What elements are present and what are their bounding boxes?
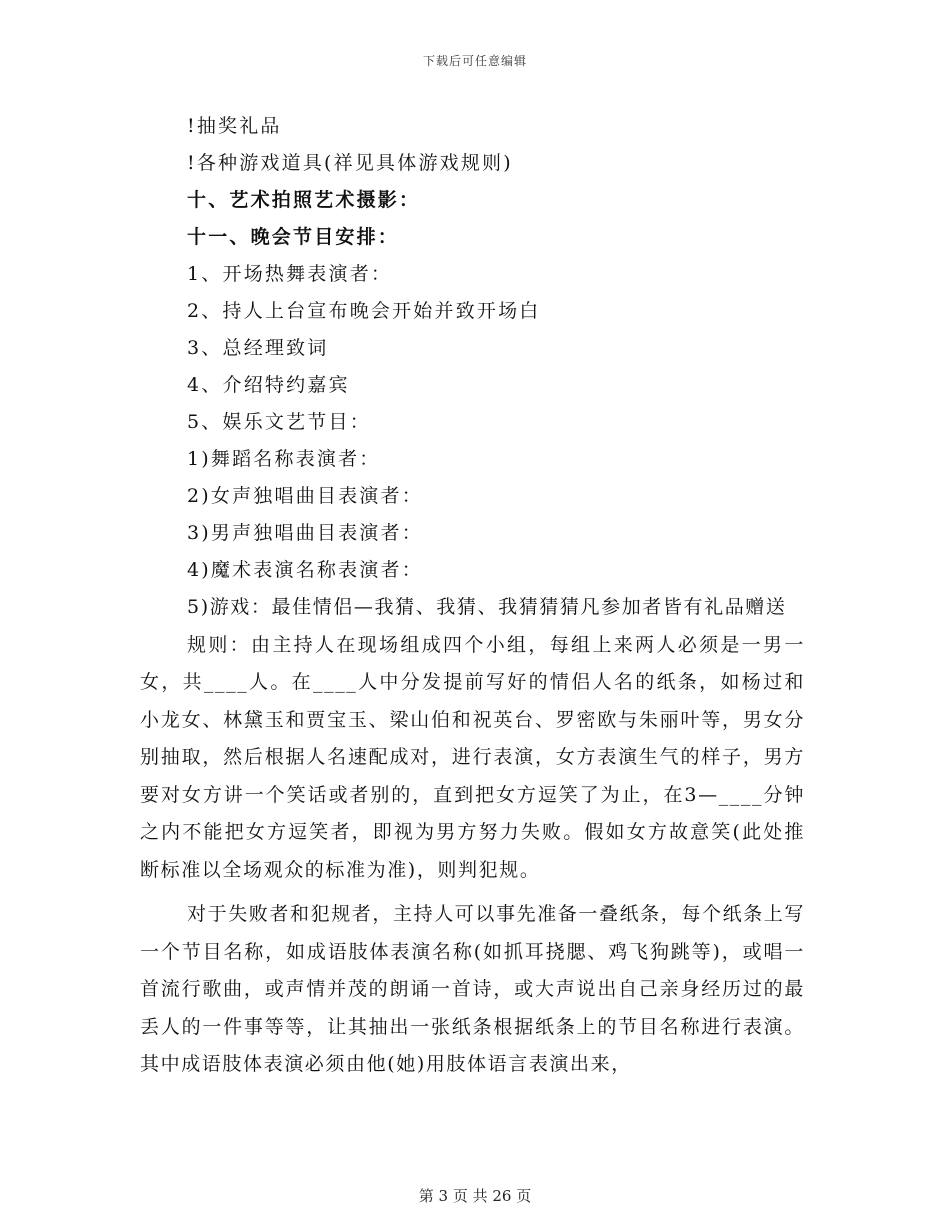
program-item-3: 3、总经理致词 [187,337,329,359]
section-heading-program: 十一、晚会节目安排： [187,226,400,248]
list-line-prize: !抽奖礼品 [187,115,282,137]
section-heading-photography: 十、艺术拍照艺术摄影： [187,189,421,211]
sub-item-3: 3)男声独唱曲目表演者： [187,522,423,544]
sub-item-1: 1)舞蹈名称表演者： [187,448,381,470]
sub-item-2: 2)女声独唱曲目表演者： [187,485,423,507]
program-item-4: 4、介绍特约嘉宾 [187,374,350,396]
sub-item-4: 4)魔术表演名称表演者： [187,559,423,581]
program-item-2: 2、持人上台宣布晚会开始并致开场白 [187,300,541,322]
paragraph-rules: 规则：由主持人在现场组成四个小组，每组上来两人必须是一男一女，共____人。在____人中分发提前写好的情侣人名的纸条，如杨过和小龙女、林黛玉和贾宝玉、梁山伯和祝英台、罗密欧与朱丽叶等，男女分别抽取，然后根据人名速配成对，进行表演，女方表演生气的样子，男方要对女方讲一个笑话或者别的，直到把女方逗笑了为止，在3—____分钟之内不能把女方逗笑者，即视为男方努力失败。假如女方故意笑(此处推断标准以全场观众的标准为准)，则判犯规。 [140,633,805,881]
program-item-1: 1、开场热舞表演者： [187,263,393,285]
document-body [140,108,805,1084]
page-header: 下载后可任意编辑 [422,54,527,68]
program-item-5: 5、娱乐文艺节目： [187,411,371,433]
page-number: 第 3 页 共 26 页 [418,1187,532,1205]
list-line-game-props: !各种游戏道具(祥见具体游戏规则) [187,152,513,174]
sub-item-5-game: 5)游戏：最佳情侣—我猜、我猜、我猜猜猜凡参加者皆有礼品赠送 [187,596,787,618]
paragraph-penalty: 对于失败者和犯规者，主持人可以事先准备一叠纸条，每个纸条上写一个节目名称，如成语肢体表演名称(如抓耳挠腮、鸡飞狗跳等)，或唱一首流行歌曲，或声情并茂的朗诵一首诗，或大声说出自己亲身经历过的最丢人的一件事等等，让其抽出一张纸条根据纸条上的节目名称进行表演。其中成语肢体表演必须由他(她)用肢体语言表演出来， [140,903,806,1075]
